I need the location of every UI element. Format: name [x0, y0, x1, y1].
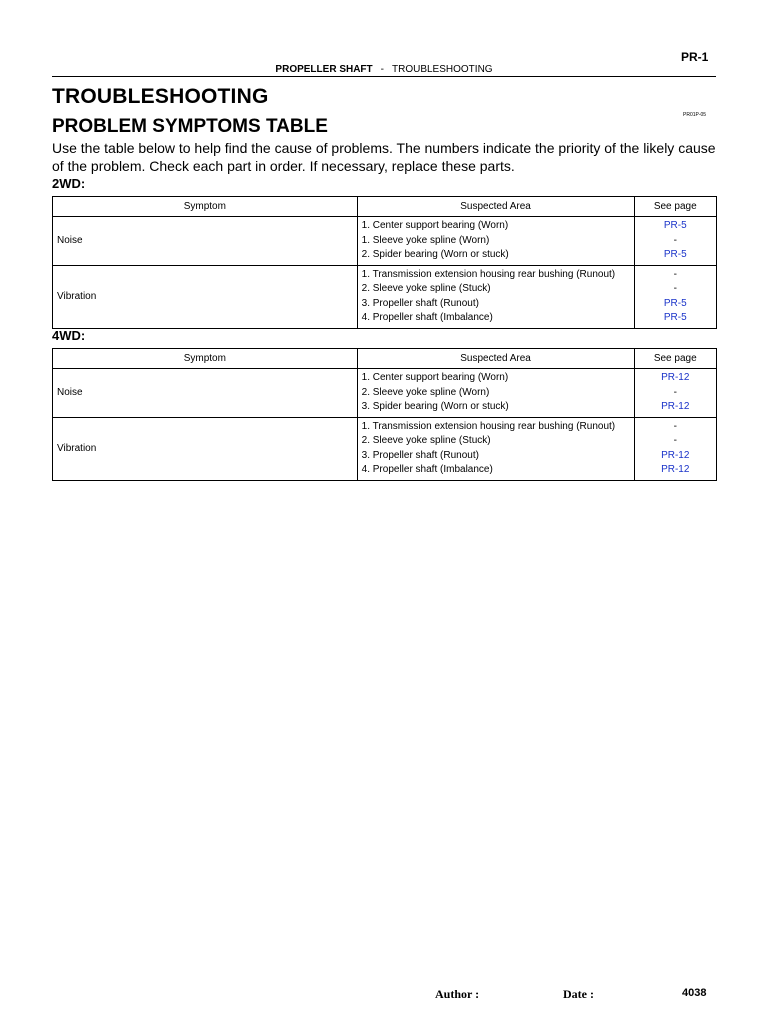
suspected-area-item: 1. Center support bearing (Worn)	[361, 372, 509, 383]
see-page-value: -	[673, 234, 677, 246]
suspected-area-item: 2. Sleeve yoke spline (Stuck)	[361, 283, 491, 294]
suspected-area-cell	[357, 369, 634, 418]
see-page-value: -	[673, 435, 677, 446]
document-id: PR01P-05	[683, 112, 707, 118]
suspected-area-item: 2. Sleeve yoke spline (Stuck)	[361, 435, 491, 446]
footer-date-label: Date :	[563, 987, 594, 1001]
see-page-link[interactable]: PR-12	[661, 464, 690, 475]
group-label-4wd: 4WD:	[52, 328, 86, 343]
see-page-link[interactable]: PR-12	[661, 372, 690, 383]
see-page-value: -	[673, 283, 677, 294]
suspected-area-cell	[357, 265, 634, 328]
see-page-link[interactable]: PR-5	[663, 249, 687, 260]
suspected-area-cell	[357, 217, 634, 266]
see-page-link[interactable]: PR-5	[663, 220, 687, 231]
see-page-link[interactable]: PR-5	[663, 312, 687, 323]
suspected-area-item: 1. Transmission extension housing rear bushing (Runout)	[361, 420, 616, 432]
column-header-suspected-area: Suspected Area	[357, 197, 634, 217]
column-header-see-page: See page	[634, 197, 717, 217]
column-header-suspected-area: Suspected Area	[357, 349, 634, 369]
footer-author-label: Author :	[435, 987, 480, 1001]
suspected-area-item: 1. Transmission extension housing rear bushing (Runout)	[361, 268, 616, 280]
symptom-cell: Vibration	[53, 417, 358, 480]
table-header-row	[53, 197, 717, 217]
symptom-cell: Noise	[53, 217, 358, 266]
suspected-area-item: 4. Propeller shaft (Imbalance)	[361, 312, 493, 323]
running-header	[0, 64, 768, 75]
table-header-row	[53, 349, 717, 369]
symptom-cell: Vibration	[53, 265, 358, 328]
suspected-area-item: 3. Propeller shaft (Runout)	[361, 449, 479, 461]
header-subsection: TROUBLESHOOTING	[392, 64, 493, 75]
page-number: PR-1	[681, 50, 709, 64]
column-header-symptom: Symptom	[53, 349, 358, 369]
see-page-link[interactable]: PR-12	[661, 401, 690, 412]
suspected-area-cell	[357, 417, 634, 480]
see-page-value: -	[673, 420, 677, 432]
table-row	[53, 417, 717, 480]
group-label-2wd: 2WD:	[52, 176, 86, 191]
symptom-cell: Noise	[53, 369, 358, 418]
see-page-cell	[634, 217, 717, 266]
see-page-value: -	[673, 268, 677, 280]
suspected-area-item: 1. Center support bearing (Worn)	[361, 220, 509, 231]
suspected-area-item: 2. Sleeve yoke spline (Worn)	[361, 386, 490, 398]
column-header-see-page: See page	[634, 349, 717, 369]
see-page-cell	[634, 369, 717, 418]
suspected-area-item: 3. Spider bearing (Worn or stuck)	[361, 401, 509, 412]
footer-page-code: 4038	[682, 987, 707, 999]
see-page-value: -	[673, 386, 677, 398]
page-title: TROUBLESHOOTING	[52, 85, 269, 108]
see-page-link[interactable]: PR-5	[663, 297, 687, 309]
see-page-cell	[634, 417, 717, 480]
table-row	[53, 217, 717, 266]
see-page-cell	[634, 265, 717, 328]
see-page-link[interactable]: PR-12	[661, 449, 690, 461]
table-row	[53, 369, 717, 418]
suspected-area-item: 1. Sleeve yoke spline (Worn)	[361, 234, 490, 246]
table-row	[53, 265, 717, 328]
header-separator: -	[380, 64, 384, 75]
symptoms-table-2wd	[52, 196, 717, 329]
suspected-area-item: 4. Propeller shaft (Imbalance)	[361, 464, 493, 475]
section-title: PROBLEM SYMPTOMS TABLE	[52, 116, 328, 137]
column-header-symptom: Symptom	[53, 197, 358, 217]
symptoms-table-4wd	[52, 348, 717, 481]
suspected-area-item: 3. Propeller shaft (Runout)	[361, 297, 479, 309]
suspected-area-item: 2. Spider bearing (Worn or stuck)	[361, 249, 509, 260]
intro-paragraph: Use the table below to help find the cause of problems. The numbers indicate the priority of the likely cause of the problem. Check each part in order. If necessary, replace these parts.	[52, 140, 716, 174]
header-rule	[52, 76, 716, 77]
header-section: PROPELLER SHAFT	[275, 64, 373, 75]
